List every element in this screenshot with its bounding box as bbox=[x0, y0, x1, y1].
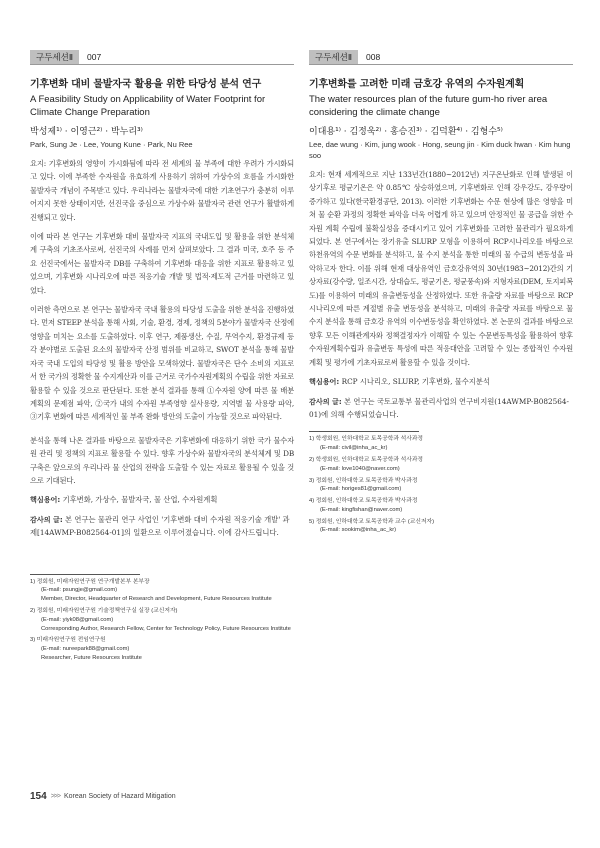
footnote-number: 4) bbox=[309, 498, 315, 505]
page-footer bbox=[30, 791, 176, 802]
authors-korean: 박성제¹⁾ · 이영근²⁾ · 박누리³⁾ bbox=[30, 127, 143, 137]
left-article bbox=[30, 50, 294, 663]
footnote bbox=[309, 435, 573, 453]
keywords bbox=[30, 493, 294, 506]
page-number: 154 bbox=[30, 791, 47, 802]
authors-korean: 이대용¹⁾ · 김정욱²⁾ · 홍승진³⁾ · 김덕환⁴⁾ · 김형수⁵⁾ bbox=[309, 127, 503, 137]
footnote-number: 2) bbox=[30, 607, 36, 614]
footnote-number: 3) bbox=[30, 637, 36, 644]
article-title-korean: 기후변화를 고려한 미래 금호강 유역의 수자원계획 bbox=[309, 79, 525, 90]
footnote-number: 1) bbox=[30, 578, 36, 585]
section-number: 008 bbox=[366, 52, 381, 62]
footnote-number: 5) bbox=[309, 518, 315, 525]
section-number: 007 bbox=[87, 52, 102, 62]
footnote-email: (E-mail: yiyk08@gmail.com) bbox=[41, 616, 114, 623]
footnote-email: (E-mail: sookim@inha_ac_kr) bbox=[320, 527, 397, 534]
keywords-text: 기후변화, 가상수, 물발자국, 물 산업, 수자원계획 bbox=[60, 495, 218, 505]
ack-text: 본 연구는 국토교통부 물관리사업의 연구비지원(14AWMP-B082564-01)에 의해 수행되었습니다. bbox=[309, 396, 570, 419]
footnote-affiliation: 정회원, 인하대학교 토목공학과 박사과정 bbox=[315, 477, 418, 484]
section-tag: 구두세션Ⅱ bbox=[30, 50, 79, 64]
ack-label: 감사의 글: bbox=[309, 396, 342, 406]
footnote bbox=[30, 636, 294, 662]
article-title-english: A Feasibility Study on Applicability of Water Footprint for Climate Change Preparation bbox=[30, 94, 266, 118]
abstract-paragraph: 이에 따라 본 연구는 기후변화 대비 물발자국 지표의 국내도입 및 활용을 위한 분석체계 구축의 기초조사로써, 선진국의 사례를 먼저 살펴보았다. 그 결과 미국, 호주 등 주요 선진국에서는 물발자국 DB를 구축하여 기후변화 대응을 위한 지표로 활용하고 있었으며, 기후변화 시나리오에 따른 적응기술 개발 및 법적·제도적 근거를 마련하고 있었다. bbox=[30, 232, 294, 295]
footnote bbox=[309, 456, 573, 474]
footnote-affiliation: 미래자원연구원 전임연구원 bbox=[36, 637, 106, 644]
footnote-affiliation: 정회원, 미래자원연구원 기술정책연구실 실장 (교신저자) bbox=[36, 607, 178, 614]
footnote-affiliation: 정회원, 인하대학교 토목공학과 교수 (교신저자) bbox=[315, 518, 435, 525]
keywords-label: 핵심용어: bbox=[30, 495, 61, 505]
section-tag: 구두세션Ⅱ bbox=[309, 50, 358, 64]
ack-label: 감사의 글: bbox=[30, 514, 63, 524]
footnote-email: (E-mail: civil@inha_ac_kr) bbox=[320, 445, 388, 452]
section-header bbox=[309, 50, 573, 65]
footnote-email: (E-mail: love1040@naver.com) bbox=[320, 465, 400, 472]
section-header bbox=[30, 50, 294, 65]
footnote-rule bbox=[30, 574, 140, 575]
abstract-paragraph: 요지: 현재 세계적으로 지난 133년간(1880~2012년) 지구온난화로 인해 발생된 이상기후로 평균기온은 약 0.85℃ 상승하였으며, 기후변화로 인해 강우강도, 강우량이 증가하고 있다(한국환경공단, 2013). 이러한 기후변화는 수문 현상에 많은 영향을 미쳐 물 순환 과정의 정확한 파악을 더욱 어렵게 하고 있으며 안정적인 물 공급을 위한 수자원 계획 수립에 불확실성을 증대시키고 있어 기후변화를 고려한 물관리가 필요하게 되었다. 본 연구에서는 장기유출 SLURP 모형을 이용하여 RCP시나리오를 바탕으로 하천유역의 수문 변화를 분석하고, 물 수지 분석을 통한 미래의 물 수급의 변동성을 파악하고자 한다. 이를 위해 현재 대상유역인 금호강유역의 30년(1983~2012)간의 기상자료(강수량, 일조시간, 상대습도, 평균기온, 평균풍속)와 지형자료(DEM, 토지피복도)를 이용하여 미래의 유출변동성을 산정하였다. 또한 유출량 자료를 바탕으로 RCP시나리오에 따른 계절별 유출 변동성을 분석하고, 미래의 유출량 자료를 바탕으로 물 수지 분석을 통해 금호강 유역의 이수변동성을 확인하였다. 본 논문의 결과를 바탕으로 향후 모든 이해관계자와 정책결정자가 이해할 수 있는 수문변동특성을 활용하여 향후 수자원계획수립과 유출변동 특성에 따른 적응대안을 고려할 수 있는 종합적인 수자원계획 및 평가에 기초자료로써 활용할 수 있을 것이다. bbox=[309, 170, 573, 367]
footnote-affiliation: 정회원, 미래자원연구원 연구개발본부 본부장 bbox=[36, 578, 150, 585]
footnote-english: Researcher, Future Resources Institute bbox=[41, 654, 142, 661]
article-title-korean: 기후변화 대비 물발자국 활용을 위한 타당성 분석 연구 bbox=[30, 79, 262, 90]
article-title-english: The water resources plan of the future gum-ho river area considering the climate change bbox=[309, 94, 548, 118]
footnote bbox=[309, 518, 573, 536]
footnote bbox=[30, 578, 294, 604]
footnote-affiliation: 정회원, 인하대학교 토목공학과 박사과정 bbox=[315, 498, 418, 505]
society-name: Korean Society of Hazard Mitigation bbox=[63, 793, 176, 800]
abstract-paragraph: 요지: 기후변화의 영향이 가시화됨에 따라 전 세계의 물 부족에 대한 우려가 가시화되고 있다. 이에 부족한 수자원을 유효하게 사용하기 위하여 가상수의 흐름을 가시화한 물발자국 개념이 주목받고 있다. 우리나라는 물발자국에 대한 기초연구가 충분히 이루어지지 못한 상태이지만, 선진국을 중심으로 가상수와 물발자국 관련 연구가 활발하게 진행되고 있다. bbox=[30, 159, 294, 222]
footnote bbox=[30, 607, 294, 633]
acknowledgement bbox=[309, 395, 573, 422]
authors-english: Lee, dae wung · Kim, jung wook · Hong, seung jin · Kim duck hwan · Kim hung soo bbox=[309, 140, 571, 160]
footer-arrows: >>> bbox=[50, 793, 60, 800]
keywords bbox=[309, 375, 573, 388]
footnote-affiliation: 학생회원, 인하대학교 토목공학과 석사과정 bbox=[315, 436, 424, 443]
footnote-affiliation: 학생회원, 인하대학교 토목공학과 석사과정 bbox=[315, 456, 424, 463]
footnote-email: (E-mail: horiges81@gmail.com) bbox=[320, 486, 402, 493]
abstract-paragraph: 분석을 통해 나온 결과를 바탕으로 물발자국은 기후변화에 대응하기 위한 국가 물수자원 관리 및 정책의 지표로 활용할 수 있다. 향후 가상수와 물발자국의 분석체계 및 DB 구축은 앞으로의 우리나라 물 산업의 전략을 도출할 수 있는 자료로 활용될 수 있을 것으로 기대된다. bbox=[30, 435, 294, 485]
footnote-number: 2) bbox=[309, 456, 315, 463]
keywords-label: 핵심용어: bbox=[309, 377, 340, 387]
footnote-number: 1) bbox=[309, 436, 315, 443]
authors-english: Park, Sung Je · Lee, Young Kune · Park, Nu Ree bbox=[30, 140, 193, 149]
footnote-number: 3) bbox=[309, 477, 315, 484]
footnote bbox=[309, 497, 573, 515]
right-article bbox=[309, 50, 573, 535]
footnote-email: (E-mail: kingfishan@naver.com) bbox=[320, 506, 403, 513]
abstract-paragraph: 이러한 측면으로 본 연구는 물발자국 국내 활용의 타당성 도출을 위한 분석을 진행하였다. 먼저 STEEP 분석을 통해 사회, 기술, 환경, 경제, 정책의 5분야가 물발자국 산정에 영향을 미치는 요소를 도출하였다. 이후 연구, 제품생산, 수질, 무역수지, 환경규제 등 각 분야별로 도출된 요소의 물발자국 산정 범위를 비교하고, SWOT 분석을 통해 물발자국 국내 도입의 타당성 및 활용 방안을 모색하였다. 물발자국은 단수 소비의 지표로서 한 국가의 정확한 물 수지계산과 이를 근거로 국가수자원계획의 수립을 위한 자료로 활용할 수 있을 것으로 판단된다. 또한 분석 결과를 통해 ①수자원 양에 따른 물 배분 계획의 문제점 파악, ②국가 내의 수자원 부족영향 실사용량, 지역별 물 사용량 파악, ③기후 변화에 따른 세계적인 물 부족 완화 방안의 도출이 가능할 것으로 파악된다. bbox=[30, 305, 294, 422]
acknowledgement bbox=[30, 513, 294, 540]
footnote-email: (E-mail: psungje@gmail.com) bbox=[41, 587, 118, 594]
footnote-rule bbox=[309, 431, 419, 432]
ack-text: 본 연구는 물관리 연구 사업인 '기후변화 대비 수자원 적응기술 개발' 과제[14AWMP-B082564-01]의 일환으로 이루어졌습니다. 이에 감사드립니다. bbox=[30, 514, 290, 538]
footnote-english: Corresponding Author, Research Fellow, Center for Technology Policy, Future Resources Institute bbox=[41, 625, 291, 632]
footnote bbox=[309, 477, 573, 495]
keywords-text: RCP 시나리오, SLURP, 기후변화, 물수지분석 bbox=[339, 377, 490, 387]
footnote-english: Member, Director, Headquarter of Research and Development, Future Resources Institute bbox=[41, 596, 272, 603]
footnote-email: (E-mail: nureepark88@gmail.com) bbox=[41, 646, 130, 653]
